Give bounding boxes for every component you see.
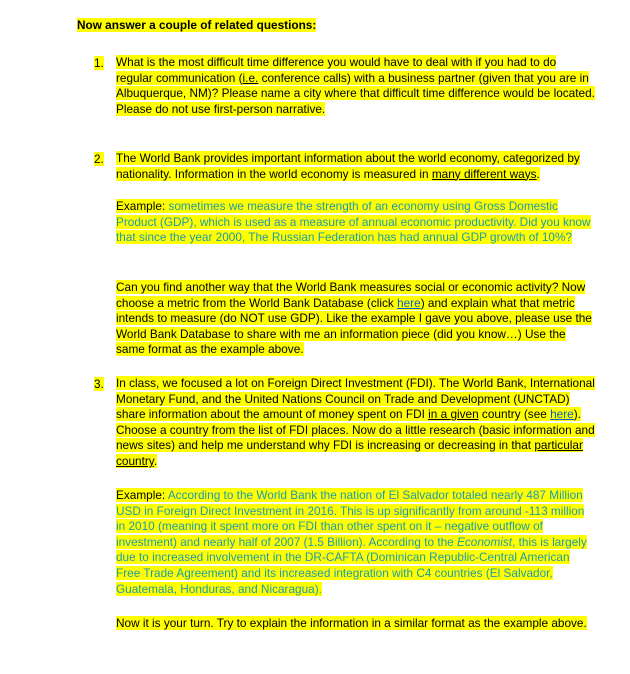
page-heading [77, 18, 316, 32]
q2-intro-end: . [536, 166, 540, 181]
q1-paragraph [116, 55, 596, 117]
q3-particular: particular country [116, 438, 583, 468]
q2-task [116, 280, 596, 358]
q3-text-end: . [153, 453, 158, 468]
q2-number-text: 2. [94, 152, 104, 166]
q3-text-c: ). Choose a country from the list of FDI places. Now do a little research (basic information and news sites) and help me understand why FDI is increasing or decreasing in that [116, 407, 595, 453]
q2-example [116, 199, 596, 246]
q2-example-label: Example: [116, 199, 169, 213]
q3-example-a: According to the World Bank the nation of El Salvador totaled nearly 487 Million USD in Foreign Direct Investment in 2016. This is up significantly from around -113 million in 2010 (meaning it spent more on FDI than other spent on it – negative outflow of investment) and nearly half of 2007 (1.5 Billion). According to the [116, 488, 585, 549]
heading-text: Now answer a couple of related questions: [77, 18, 317, 32]
q3-example-b: , this is largely due to increased involvement in the DR-CAFTA (Dominican Republic-Central American Free Trade Agreement) and its increased integration with C4 countries (El Salvador, Guatemala, Honduras, and Nicaragua). [116, 534, 587, 596]
q2-here-link[interactable]: here [397, 295, 421, 310]
q1-number [94, 56, 104, 70]
q3-text-a: In class, we focused a lot on Foreign Direct Investment (FDI). The World Bank, International Monetary Fund, and the United Nations Council on Trade and Development (UNCTAD) share information about the amount of money spent on FDI [116, 376, 595, 422]
q3-number [94, 377, 104, 391]
q2-intro [116, 151, 596, 182]
q3-number-text: 3. [94, 377, 104, 391]
q3-paragraph [116, 376, 596, 470]
q2-task-a: Can you find another way that the World Bank measures social or economic activity? Now choose a metric from the World Bank Database (click [116, 280, 586, 310]
q3-economist: Economist [457, 534, 513, 549]
q1-number-text: 1. [94, 56, 104, 70]
q1-ie: i.e. [242, 70, 259, 85]
q3-closing [116, 616, 596, 632]
q2-number [94, 152, 104, 166]
q3-closing-text: Now it is your turn. Try to explain the information in a similar format as the example above. [116, 616, 587, 630]
q3-example-label: Example: [116, 488, 168, 502]
q2-example-text: sometimes we measure the strength of an economy using Gross Domestic Product (GDP), which is used as a measure of annual economic productivity. Did you know that since the year 2000, The Russian Federation has had annual GDP growth of 10%? [116, 199, 591, 245]
q2-task-b: ) and explain what that metric intends to measure (do NOT use GDP). Like the example I gave you above, please use the World Bank Database to share with me an information piece (did you know…) Use the same format as the example above. [116, 295, 592, 357]
q3-in-a-given: in a given [428, 407, 479, 422]
q2-intro-a: The World Bank provides important information about the world economy, categorized by nationality. Information in the world economy is measured in [116, 151, 580, 181]
q2-intro-link: many different ways [431, 166, 537, 181]
q3-here-link[interactable]: here [550, 407, 574, 422]
q3-example [116, 488, 596, 597]
q1-text-b: conference calls) with a business partner (given that you are in Albuquerque, NM)? Please name a city where that difficult time difference would be located. Please do not use first-person narrative. [116, 70, 595, 116]
q1-text-a: What is the most difficult time difference you would have to deal with if you had to do regular communication ( [116, 55, 557, 85]
q3-text-b: country (see [478, 407, 551, 422]
